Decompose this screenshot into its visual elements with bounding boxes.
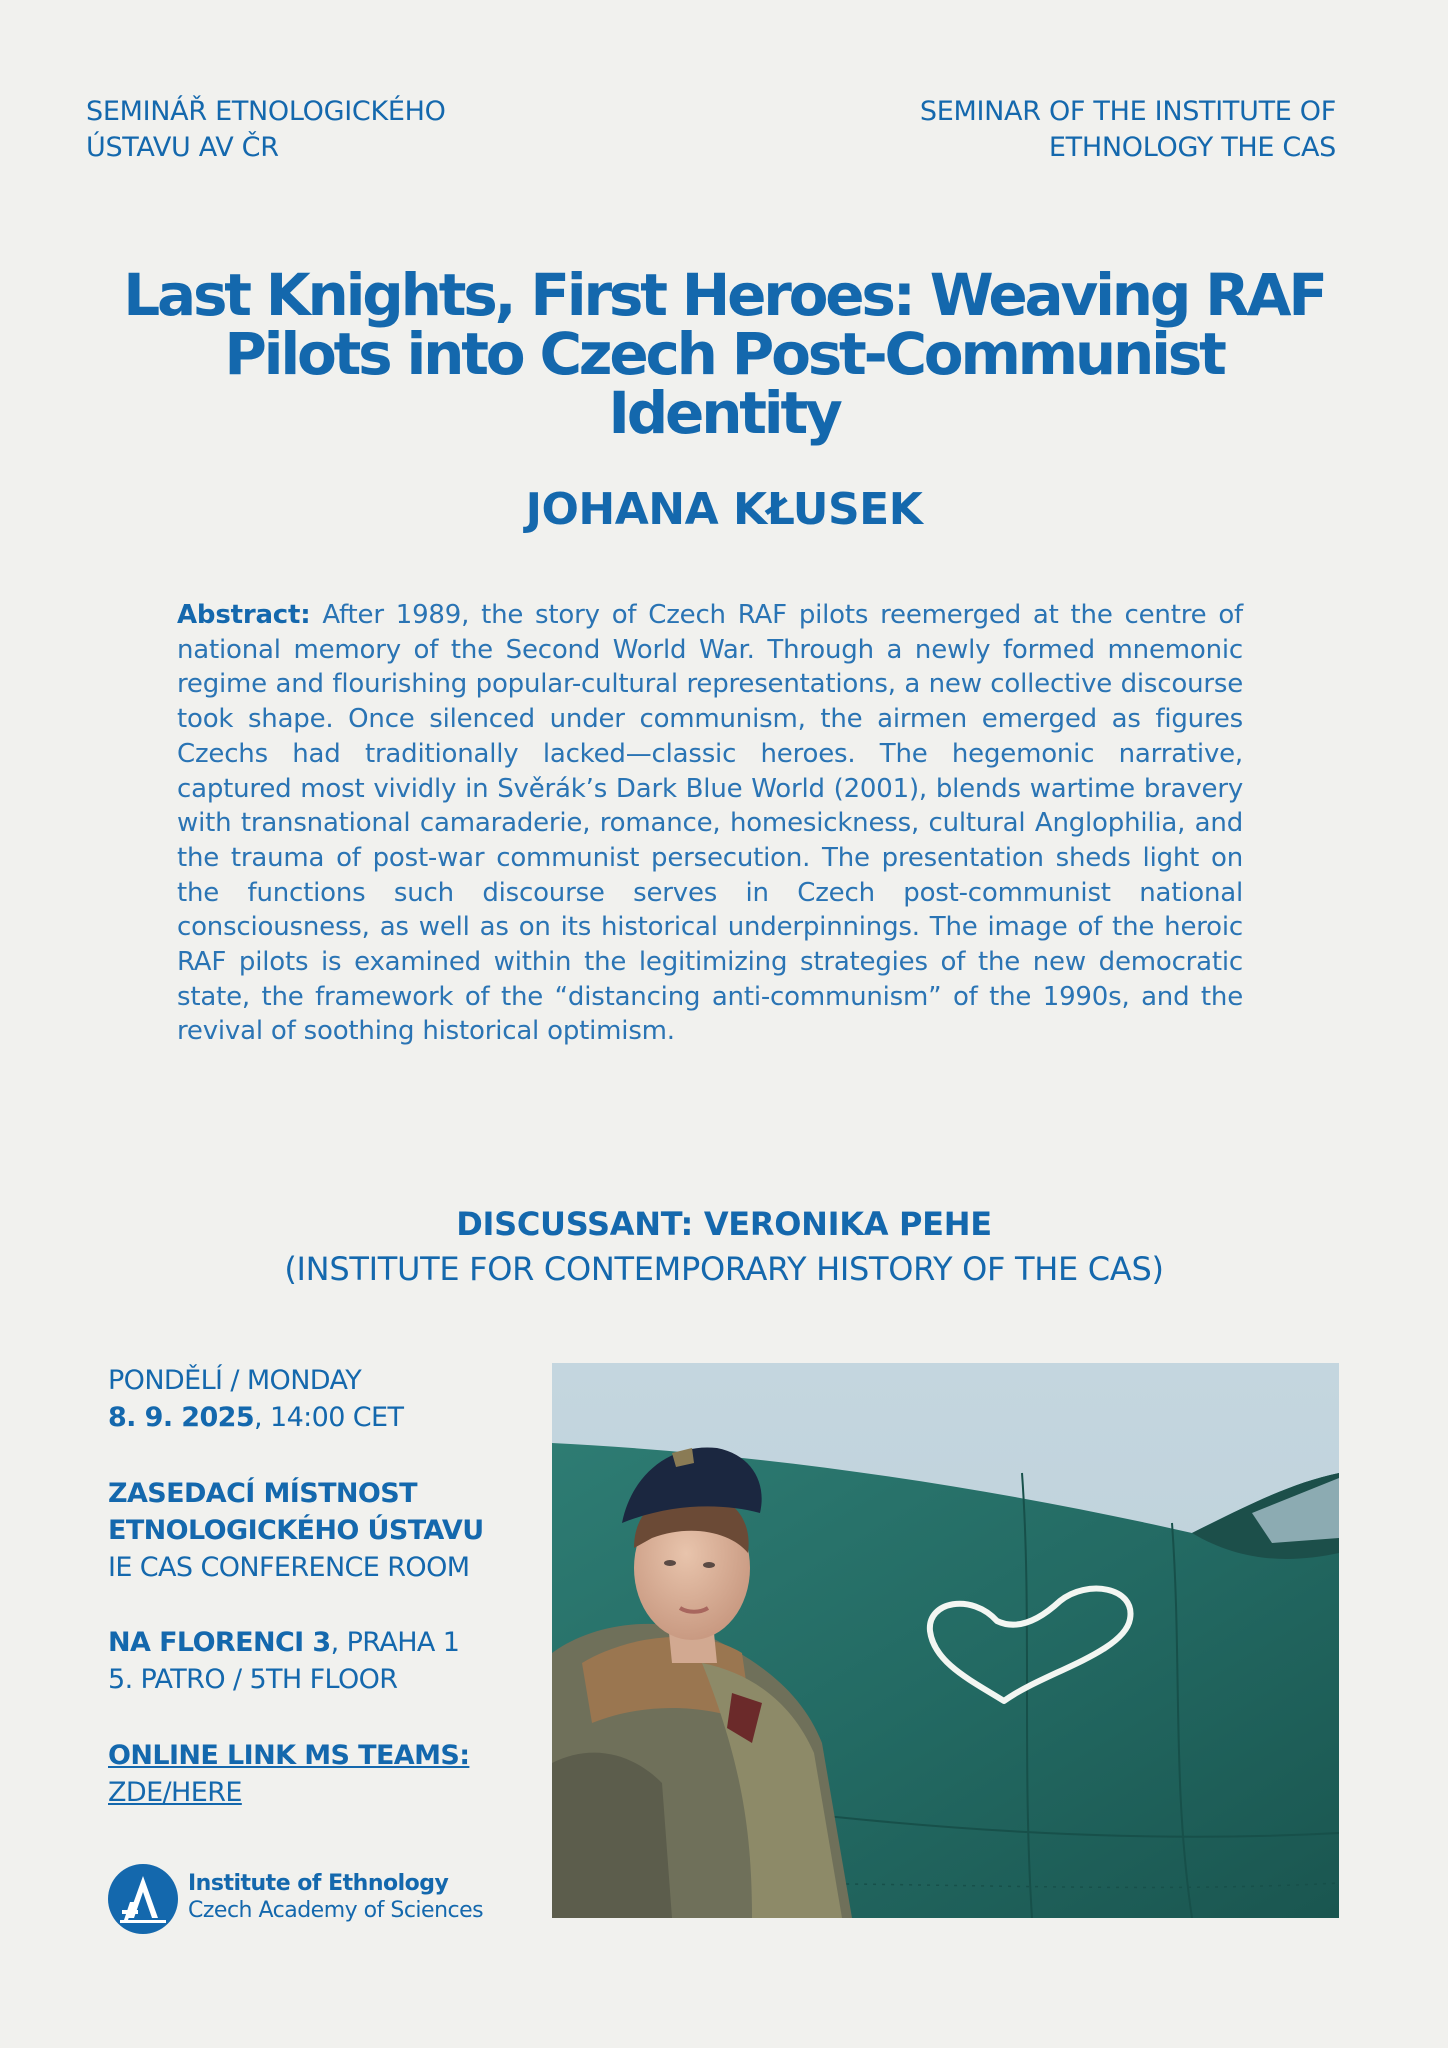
header-en-line2: ETHNOLOGY THE CAS <box>1048 132 1336 163</box>
event-date-line <box>108 1399 548 1436</box>
online-link-label[interactable]: ONLINE LINK MS TEAMS: <box>108 1740 470 1771</box>
event-date: 8. 9. 2025 <box>108 1402 255 1433</box>
address-city: , PRAHA 1 <box>330 1627 460 1658</box>
discussant-affiliation: (INSTITUTE FOR CONTEMPORARY HISTORY OF THE CAS) <box>284 1250 1164 1288</box>
film-still-photo <box>552 1363 1339 1918</box>
address-floor: 5. PATRO / 5TH FLOOR <box>108 1664 398 1695</box>
event-address <box>108 1624 548 1698</box>
address-line <box>108 1624 548 1661</box>
online-link-block <box>108 1737 548 1811</box>
speaker-name: JOHANA KŁUSEK <box>525 484 923 535</box>
logo-line1: Institute of Ethnology <box>188 1871 449 1896</box>
event-datetime <box>108 1362 548 1436</box>
room-cz-line2: ETNOLOGICKÉHO ÚSTAVU <box>108 1515 484 1546</box>
event-room <box>108 1475 548 1586</box>
title-line2: Pilots into Czech Post-Communist <box>224 320 1224 388</box>
online-link[interactable]: ZDE/HERE <box>108 1777 242 1808</box>
header-en <box>776 94 1336 166</box>
discussant-name: DISCUSSANT: VERONIKA PEHE <box>456 1205 992 1243</box>
event-time: , 14:00 CET <box>254 1402 404 1433</box>
seminar-title <box>110 261 1338 447</box>
header-cz-line2: ÚSTAVU AV ČR <box>86 132 279 163</box>
header-cz <box>86 94 606 166</box>
abstract-label: Abstract: <box>177 600 311 630</box>
header-cz-line1: SEMINÁŘ ETNOLOGICKÉHO <box>86 96 446 127</box>
room-en: IE CAS CONFERENCE ROOM <box>108 1552 470 1583</box>
abstract-text: After 1989, the story of Czech RAF pilots reemerged at the centre of national memory of the Second World War. Through a newly formed mnemonic regime and flourishing popular-cultural representations, a new collective discourse took shape. Once silenced under communism, the airmen emerged as figures Czechs had traditionally lacked—classic heroes. The hegemonic narrative, captured most vividly in Svěrák’s Dark Blue World (2001), blends wartime bravery with transnational camaraderie, romance, homesickness, cultural Anglophilia, and the trauma of post-war communist persecution. The presentation sheds light on the functions such discourse serves in Czech post-communist national consciousness, as well as on its historical underpinnings. The image of the heroic RAF pilots is examined within the legitimizing strategies of the new democratic state, the framework of the “distancing anti-communism” of the 1990s, and the revival of soothing historical optimism. <box>177 600 1243 1047</box>
event-day: PONDĚLÍ / MONDAY <box>108 1365 362 1396</box>
header-en-line1: SEMINAR OF THE INSTITUTE OF <box>919 96 1336 127</box>
room-cz-line1: ZASEDACÍ MÍSTNOST <box>108 1478 417 1509</box>
logo-line2: Czech Academy of Sciences <box>188 1898 484 1923</box>
abstract <box>177 598 1243 1049</box>
title-line3: Identity <box>608 379 840 447</box>
address-street: NA FLORENCI 3 <box>108 1627 331 1658</box>
institute-logo-icon <box>108 1864 178 1934</box>
institute-logo-text <box>188 1870 508 1924</box>
title-line1: Last Knights, First Heroes: Weaving RAF <box>123 261 1325 329</box>
